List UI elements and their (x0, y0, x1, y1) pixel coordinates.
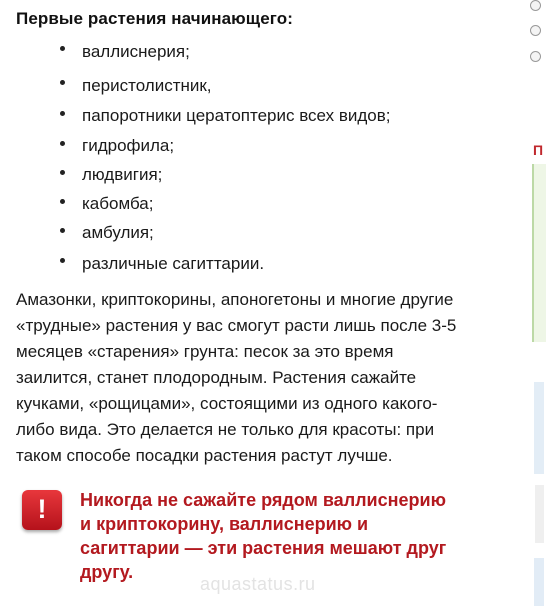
paragraph-line: либо вида. Это делается не только для красоты: при (16, 420, 435, 439)
bullet-icon (60, 258, 65, 263)
bullet-icon (60, 141, 65, 146)
radio-option[interactable] (530, 51, 541, 62)
list-item-label: перистолистник, (82, 76, 212, 95)
warning-line: Никогда не сажайте рядом валлиснерию (80, 490, 446, 510)
page-title: Первые растения начинающего: (16, 9, 293, 28)
warning-line: другу. (80, 562, 134, 582)
list-item-label: кабомба; (82, 194, 154, 213)
paragraph-line: таком способе посадки растения растут лучше. (16, 446, 393, 465)
list-item-label: амбулия; (82, 223, 154, 242)
bullet-icon (60, 228, 65, 233)
bullet-icon (60, 170, 65, 175)
bullet-icon (60, 199, 65, 204)
bullet-icon (60, 46, 65, 51)
bullet-icon (60, 111, 65, 116)
list-item-label: валлиснерия; (82, 42, 190, 61)
radio-option[interactable] (530, 0, 541, 11)
warning-icon (22, 490, 62, 530)
sidebar-panel (534, 558, 544, 606)
warning-line: сагиттарии — эти растения мешают друг (80, 538, 447, 558)
paragraph-line: кучками, «рощицами», состоящими из одного какого- (16, 394, 438, 413)
bullet-icon (60, 80, 65, 85)
article-paragraph (16, 287, 516, 469)
sidebar-panel (532, 164, 546, 342)
warning-line: и криптокорину, валлиснерию и (80, 514, 369, 534)
sidebar-panel (534, 382, 544, 474)
paragraph-line: заилится, станет плодородным. Растения сажайте (16, 368, 417, 387)
paragraph-line: месяцев «старения» грунта: песок за это время (16, 342, 394, 361)
radio-option[interactable] (530, 25, 541, 36)
list-item-label: папоротники цератоптерис всех видов; (82, 106, 391, 125)
paragraph-line: Амазонки, криптокорины, апоногетоны и многие другие (16, 290, 454, 309)
list-item-label: гидрофила; (82, 136, 175, 155)
warning-callout (80, 488, 520, 584)
list-item-label: различные сагиттарии. (82, 254, 265, 273)
paragraph-line: «трудные» растения у вас смогут расти лишь после 3-5 (16, 316, 457, 335)
sidebar-heading: П (533, 142, 544, 158)
list-item-label: людвигия; (82, 165, 163, 184)
exclamation-icon: ! (37, 494, 47, 524)
watermark: aquastatus.ru (200, 574, 316, 594)
sidebar-panel (535, 485, 544, 543)
